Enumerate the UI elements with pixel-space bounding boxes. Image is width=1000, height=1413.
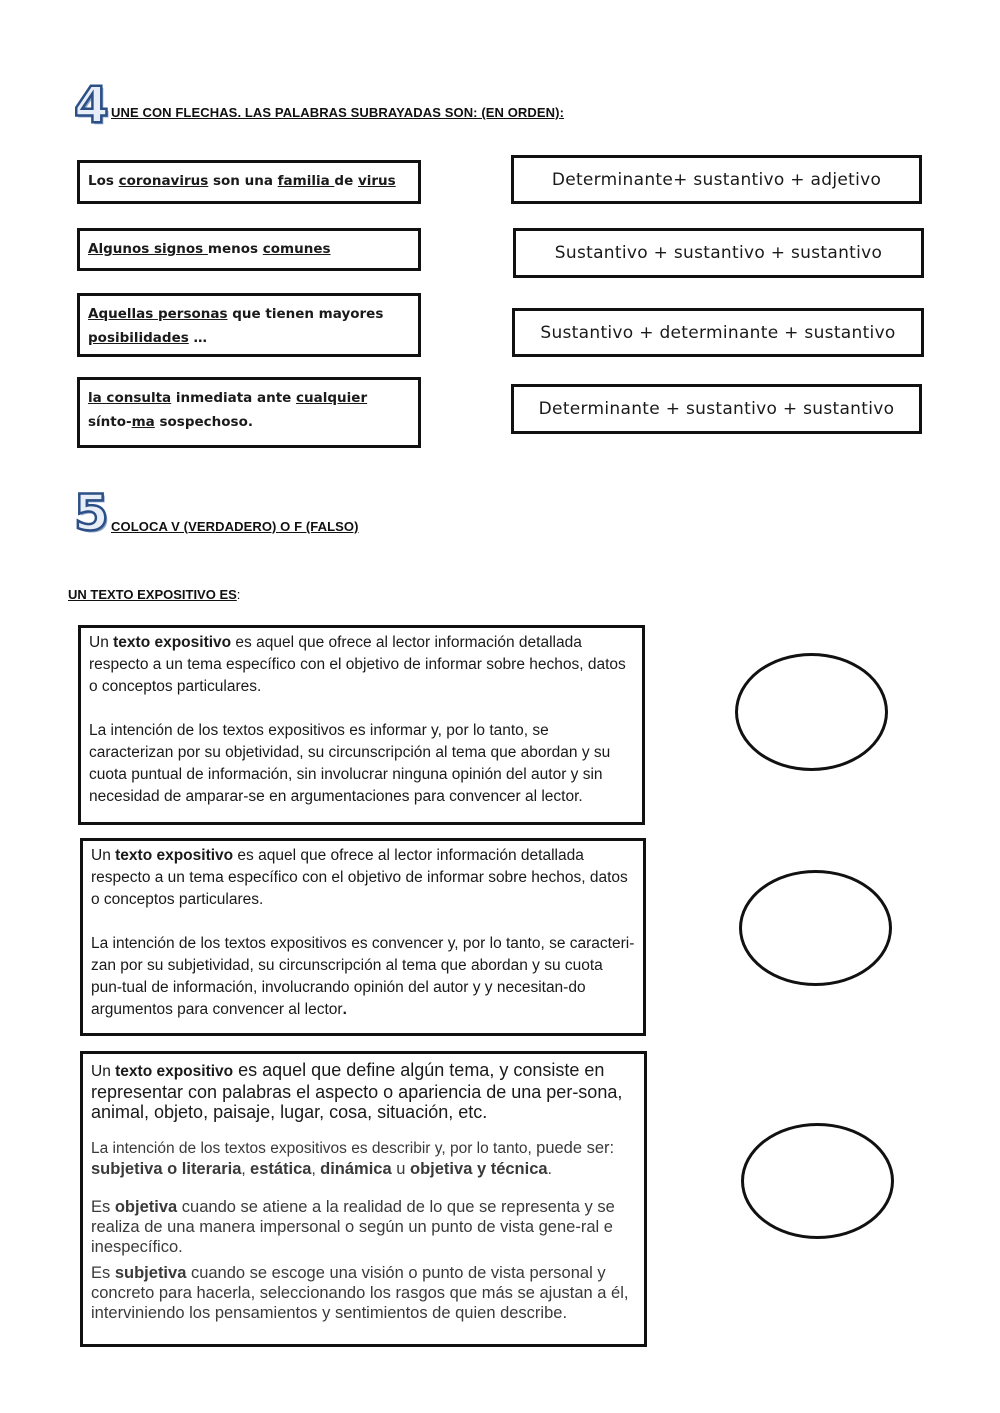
left-item-4[interactable] (77, 377, 421, 448)
plain-text: menos (207, 241, 263, 257)
plain-text: sospechoso. (154, 414, 253, 430)
box3-p2-bold-3: dinámica (320, 1160, 392, 1178)
statement-box-2 (80, 838, 646, 1036)
underlined-word: ma (131, 414, 155, 430)
section-5-title: COLOCA V (VERDADERO) O F (FALSO) (111, 519, 359, 534)
box3-p4-bold: subjetiva (114, 1264, 187, 1282)
underlined-word: la consulta (88, 390, 172, 406)
box3-p2-j: . (547, 1161, 552, 1178)
box3-p2-bold-2: estática (250, 1160, 312, 1178)
plain-text: son una (208, 173, 278, 189)
box2-paragraph-1 (91, 845, 635, 911)
right-item-1[interactable]: Determinante+ sustantivo + adjetivo (511, 155, 922, 204)
subtitle-colon: : (236, 587, 241, 602)
box3-p2-b: puede ser: (536, 1139, 615, 1157)
underlined-word: comunes (262, 241, 331, 257)
underlined-word: Aquellas personas (88, 306, 228, 322)
subtitle: UN TEXTO EXPOSITIVO ES (68, 587, 237, 602)
box3-paragraph-1 (91, 1060, 636, 1122)
box3-paragraph-3 (91, 1197, 636, 1257)
left-item-3[interactable] (77, 293, 421, 357)
underlined-word: coronavirus (118, 173, 209, 189)
box3-p2-bold-1: subjetiva o literaria (91, 1160, 242, 1178)
left-item-1[interactable] (77, 160, 421, 204)
box2-p1-a: Un (91, 847, 116, 864)
underlined-word: virus (357, 173, 396, 189)
answer-circle-3[interactable] (741, 1123, 894, 1239)
box1-p1-c: es aquel que ofrece al lector información detallada respecto a un tema específico con el objetivo de informar sobre hechos, datos o conceptos particulares. (89, 634, 626, 695)
right-item-4[interactable]: Determinante + sustantivo + sustantivo (511, 384, 922, 434)
plain-text: de (334, 173, 358, 189)
right-item-3[interactable]: Sustantivo + determinante + sustantivo (512, 308, 924, 357)
statement-box-1 (78, 625, 645, 825)
box3-p1-a: Un (91, 1063, 116, 1080)
box3-p1-c: es aquel que define algún tema, y consiste en representar con palabras el aspecto o apariencia de una per-sona, animal, objeto, paisaje, lugar, cosa, situación, etc. (91, 1060, 623, 1122)
left-item-2[interactable] (77, 228, 421, 271)
box3-p2-f: , (311, 1161, 321, 1178)
plain-text: que tienen mayores (227, 306, 384, 322)
answer-circle-2[interactable] (739, 870, 892, 986)
box3-p2-h: u (391, 1160, 411, 1178)
box3-p2-d: , (241, 1161, 251, 1178)
plain-text: … (188, 330, 207, 346)
box2-p2-b: . (342, 1001, 347, 1018)
underlined-word: familia (277, 173, 335, 189)
box3-p2-a: La intención de los textos expositivos es describir y, por lo tanto, (91, 1140, 537, 1157)
answer-circle-1[interactable] (735, 653, 888, 771)
box3-p3-bold: objetiva (114, 1198, 178, 1216)
underlined-word: cualquier (296, 390, 368, 406)
box1-p1-bold: texto expositivo (113, 634, 232, 651)
box3-p1-bold: texto expositivo (115, 1063, 234, 1080)
subtitle-line (68, 587, 240, 602)
box3-p4-a: Es (91, 1264, 115, 1282)
plain-text: Los (88, 173, 119, 189)
box1-paragraph-2: La intención de los textos expositivos es informar y, por lo tanto, se caracterizan por su objetividad, su circunscripción al tema que abordan y su cuota puntual de información, sin involucrar ninguna opinión del autor y sin necesidad de amparar-se en argumentaciones para convencer al lector. (89, 722, 611, 805)
statement-box-3 (80, 1051, 647, 1347)
underlined-word: posibilidades (88, 330, 189, 346)
plain-text: inmediata ante (171, 390, 297, 406)
box3-p3-c: cuando se atiene a la realidad de lo que se representa y se realiza de una manera impersonal o según un punto de vista gene-ral e inespecífico. (91, 1198, 615, 1256)
box1-p1-a: Un (89, 634, 114, 651)
section-4-number: 4 (74, 76, 109, 134)
box2-p1-c: es aquel que ofrece al lector información detallada respecto a un tema específico con el objetivo de informar sobre hechos, datos o conceptos particulares. (91, 847, 628, 908)
box3-p3-a: Es (91, 1198, 115, 1216)
right-item-2[interactable]: Sustantivo + sustantivo + sustantivo (513, 228, 924, 278)
section-5-number: 5 (74, 484, 109, 542)
box3-paragraph-4 (91, 1263, 636, 1323)
box2-paragraph-2 (91, 933, 635, 1021)
section-4-title: UNE CON FLECHAS. LAS PALABRAS SUBRAYADAS SON: (EN ORDEN): (111, 105, 565, 120)
box2-p2-a: La intención de los textos expositivos es convencer y, por lo tanto, se caracteri-zan por su subjetividad, su circunscripción al tema que abordan y su cuota pun-tual de información, involucrando opinión del autor y y necesitan-do argumentos para convencer al lector (91, 935, 635, 1018)
box3-p4-c: cuando se escoge una visión o punto de vista personal y concreto para hacerla, seleccionando los rasgos que más se ajustan a él, interviniendo los pensamientos y sentimientos de quien describe. (91, 1264, 629, 1322)
box1-paragraph-1 (89, 632, 634, 698)
box2-p1-bold: texto expositivo (115, 847, 234, 864)
box3-p2-bold-4: objetiva y técnica (410, 1160, 548, 1178)
underlined-word: Algunos signos (88, 241, 208, 257)
box3-paragraph-2 (91, 1138, 636, 1180)
plain-text: sínto- (88, 414, 132, 430)
